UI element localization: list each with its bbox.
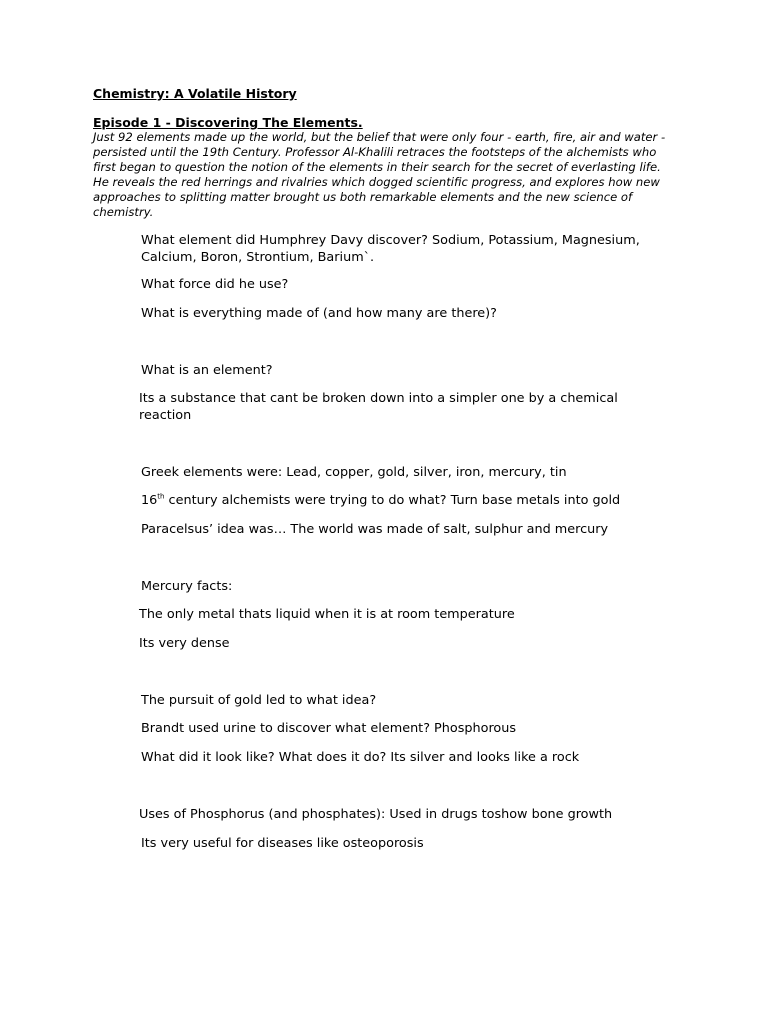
alchemists-rest: century alchemists were trying to do what? Turn base metals into gold: [164, 493, 621, 508]
mercury-fact-liquid: The only metal thats liquid when it is at room temperature: [139, 607, 515, 622]
element-question: What is an element?: [141, 363, 273, 378]
gold-question: The pursuit of gold led to what idea?: [141, 693, 377, 708]
alchemists-question: [141, 493, 620, 510]
look-question: What did it look like? What does it do? Its silver and looks like a rock: [141, 750, 580, 765]
greek-elements: Greek elements were: Lead, copper, gold, silver, iron, mercury, tin: [141, 465, 567, 480]
paracelsus-idea: Paracelsus’ idea was… The world was made of salt, sulphur and mercury: [141, 522, 609, 537]
episode-synopsis: Just 92 elements made up the world, but the belief that were only four - earth, fire, air and water - persisted until the 19th Century. Professor Al-Khalili retraces the footsteps of the alchemists who first began to question the notion of the elements in their search for the secret of everlasting life. He reveals the red herrings and rivalries which dogged scientific progress, and explores how new approaches to splitting matter brought us both remarkable elements and the new science of chemistry.: [93, 130, 666, 219]
alchemists-ordinal: th: [157, 492, 165, 501]
mercury-fact-dense: Its very dense: [139, 636, 230, 651]
davy-question: What element did Humphrey Davy discover? Sodium, Potassium, Magnesium, Calcium, Boron, Strontium, Barium`.: [141, 233, 640, 265]
phosphorus-uses: Uses of Phosphorus (and phosphates): Used in drugs toshow bone growth: [139, 807, 613, 822]
mercury-heading: Mercury facts:: [141, 579, 233, 594]
element-answer: Its a substance that cant be broken down into a simpler one by a chemical reaction: [139, 391, 618, 423]
episode-heading: Episode 1 - Discovering The Elements.: [93, 115, 363, 130]
brandt-question: Brandt used urine to discover what element? Phosphorous: [141, 721, 517, 736]
document-title: Chemistry: A Volatile History: [93, 86, 297, 101]
osteoporosis-note: Its very useful for diseases like osteoporosis: [141, 836, 424, 851]
alchemists-century: 16: [141, 493, 158, 508]
everything-question: What is everything made of (and how many are there)?: [141, 306, 497, 321]
force-question: What force did he use?: [141, 277, 289, 292]
